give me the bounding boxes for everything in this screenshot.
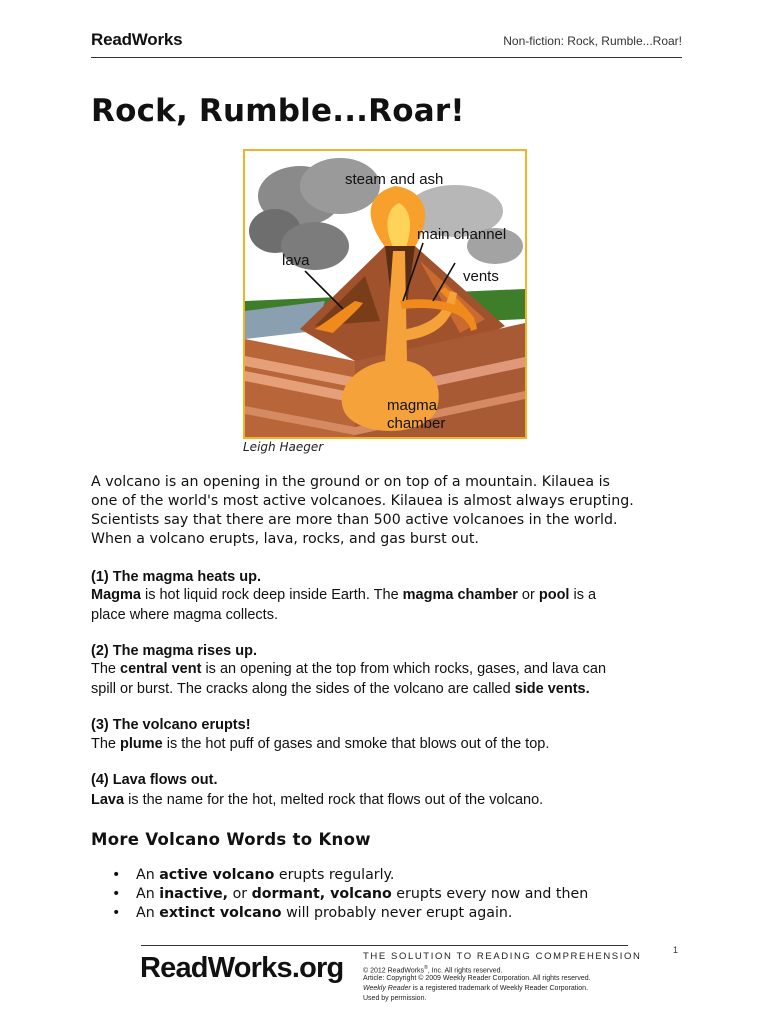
footer-copyright-2: Article: Copyright © 2009 Weekly Reader Corporation. All rights reserved. [363, 975, 591, 982]
label-chamber: chamber [387, 415, 446, 432]
list-item: • An extinct volcano will probably never erupt again. [112, 905, 513, 921]
label-vents: vents [463, 268, 499, 285]
footer-tagline: THE SOLUTION TO READING COMPREHENSION [363, 951, 642, 962]
step-3-heading: (3) The volcano erupts! [91, 717, 251, 733]
step-4-heading: (4) Lava flows out. [91, 772, 218, 788]
label-magma: magma [387, 397, 438, 414]
step-2-heading: (2) The magma rises up. [91, 643, 257, 659]
step-3-body: The plume is the hot puff of gases and smoke that blows out of the top. [91, 736, 550, 752]
page-title: Rock, Rumble...Roar! [91, 93, 465, 129]
list-item: • An active volcano erupts regularly. [112, 867, 395, 883]
step-2-body-line-1: The central vent is an opening at the top from which rocks, gases, and lava can [91, 661, 607, 677]
intro-line-2: one of the world's most active volcanoes. Kilauea is almost always erupting. [91, 493, 634, 509]
bullet-icon: • [112, 886, 121, 902]
intro-line-4: When a volcano erupts, lava, rocks, and gas burst out. [91, 531, 479, 547]
more-words-heading: More Volcano Words to Know [91, 830, 371, 849]
label-steam-and-ash: steam and ash [345, 171, 444, 188]
vocab-list [112, 866, 588, 923]
header-article-label: Non-fiction: Rock, Rumble...Roar! [503, 34, 682, 48]
list-item: • An inactive, or dormant, volcano erupts every now and then [112, 886, 589, 902]
step-1-heading: (1) The magma heats up. [91, 569, 262, 585]
step-4-body: Lava is the name for the hot, melted rock that flows out of the volcano. [91, 792, 544, 808]
footer-trademark: Weekly Reader is a registered trademark of Weekly Reader Corporation. [363, 985, 589, 992]
bullet-icon: • [112, 867, 121, 883]
label-main-channel: main channel [417, 226, 507, 243]
bullet-icon: • [112, 905, 121, 921]
footer-divider [141, 945, 628, 946]
page-number: 1 [673, 945, 679, 955]
header-divider [91, 57, 682, 58]
footer-copyright-1: © 2012 ReadWorks®, Inc. All rights reserved. [363, 965, 503, 975]
label-lava: lava [282, 252, 310, 269]
step-2-body-line-2: spill or burst. The cracks along the sides of the volcano are called side vents. [91, 681, 590, 697]
intro-line-1: A volcano is an opening in the ground or on top of a mountain. Kilauea is [91, 474, 610, 490]
footer-logo: ReadWorks.org [140, 952, 344, 984]
step-1-body-line-1: Magma is hot liquid rock deep inside Earth. The magma chamber or pool is a [91, 587, 597, 603]
intro-line-3: Scientists say that there are more than 500 active volcanoes in the world. [91, 512, 618, 528]
volcano-diagram [243, 149, 527, 439]
image-credit: Leigh Haeger [243, 440, 324, 454]
footer-permission: Used by permission. [363, 995, 427, 1002]
brand-wordmark: ReadWorks [91, 30, 183, 49]
step-1-body-line-2: place where magma collects. [91, 607, 278, 623]
